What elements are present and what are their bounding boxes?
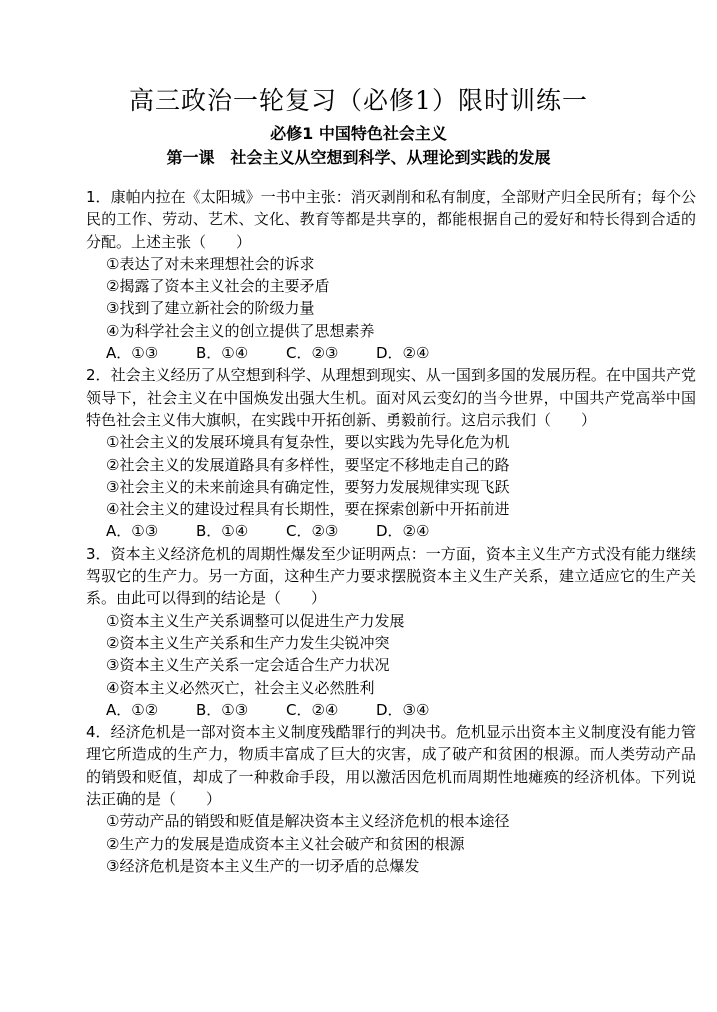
answer-choices: [86, 520, 696, 542]
question-stem: 1．康帕内拉在《太阳城》一书中主张：消灭剥削和私有制度，全部财产归全民所有；每个公民的工作、劳动、艺术、文化、教育等都是共享的，都能根据自己的爱好和特长得到合适的分配。上述主张（ ）: [86, 188, 696, 251]
choice-d: D．②④: [376, 344, 430, 363]
question-stem: 2．社会主义经历了从空想到科学、从理想到现实、从一国到多国的发展历程。在中国共产党领导下，社会主义在中国焕发出强大生机。面对风云变幻的当今世界，中国共产党高举中国特色社会主义伟大旗帜，在实践中开拓创新、勇毅前行。这启示我们（ ）: [86, 366, 696, 429]
answer-choices: [86, 342, 696, 364]
answer-choices: [86, 699, 696, 721]
option-item: ③资本主义生产关系一定会适合生产力状况: [106, 656, 390, 675]
option-item: ②揭露了资本主义社会的主要矛盾: [106, 277, 330, 296]
question-4: [86, 721, 696, 877]
option-item: ②生产力的发展是造成资本主义社会破产和贫困的根源: [106, 834, 465, 853]
question-list: [86, 186, 696, 877]
choice-b: B．①③: [196, 700, 249, 719]
choice-b: B．①④: [196, 344, 249, 363]
module-subtitle: 必修1 中国特色社会主义: [270, 124, 447, 143]
choice-c: C．②④: [286, 700, 339, 719]
option-item: ③经济危机是资本主义生产的一切矛盾的总爆发: [106, 856, 420, 875]
lesson-subtitle: 第一课 社会主义从空想到科学、从理论到实践的发展: [166, 148, 551, 167]
option-item: ①社会主义的发展环境具有复杂性，要以实践为先导化危为机: [106, 433, 510, 452]
option-item: ④为科学社会主义的创立提供了思想素养: [106, 321, 375, 340]
choice-d: D．③④: [376, 700, 430, 719]
question-stem: 4．经济危机是一部对资本主义制度残酷罪行的判决书。危机显示出资本主义制度没有能力管理它所造成的生产力，物质丰富成了巨大的灾害，成了破产和贫困的根源。而人类劳动产品的销毁和贬值，却成了一种救命手段，用以激活因危机而周期性地瘫痪的经济机体。下列说法正确的是（ ）: [86, 723, 696, 809]
choice-a: A．①③: [106, 344, 159, 363]
option-item: ②资本主义生产关系和生产力发生尖锐冲突: [106, 633, 390, 652]
option-item: ①资本主义生产关系调整可以促进生产力发展: [106, 611, 405, 630]
choice-a: A．①②: [106, 700, 159, 719]
choice-c: C．②③: [286, 522, 339, 541]
question-stem: 3．资本主义经济危机的周期性爆发至少证明两点：一方面，资本主义生产方式没有能力继续驾驭它的生产力。另一方面，这种生产力要求摆脱资本主义生产关系，建立适应它的生产关系。由此可以得到的结论是（ ）: [86, 544, 696, 608]
option-item: ①表达了对未来理想社会的诉求: [106, 254, 315, 273]
option-item: ③找到了建立新社会的阶级力量: [106, 299, 315, 318]
choice-a: A．①③: [106, 522, 159, 541]
option-item: ③社会主义的未来前途具有确定性，要努力发展规律实现飞跃: [106, 477, 510, 496]
option-item: ④资本主义必然灭亡，社会主义必然胜利: [106, 678, 375, 697]
question-1: [86, 186, 696, 364]
choice-b: B．①④: [196, 522, 249, 541]
option-item: ④社会主义的建设过程具有长期性，要在探索创新中开拓前进: [106, 500, 510, 519]
choice-c: C．②③: [286, 344, 339, 363]
option-item: ②社会主义的发展道路具有多样性，要坚定不移地走自己的路: [106, 455, 510, 474]
option-item: ①劳动产品的销毁和贬值是解决资本主义经济危机的根本途径: [106, 812, 510, 831]
page-title: 高三政治一轮复习（必修1）限时训练一: [129, 86, 588, 115]
question-2: [86, 364, 696, 542]
question-3: [86, 543, 696, 721]
choice-d: D．②④: [376, 522, 430, 541]
